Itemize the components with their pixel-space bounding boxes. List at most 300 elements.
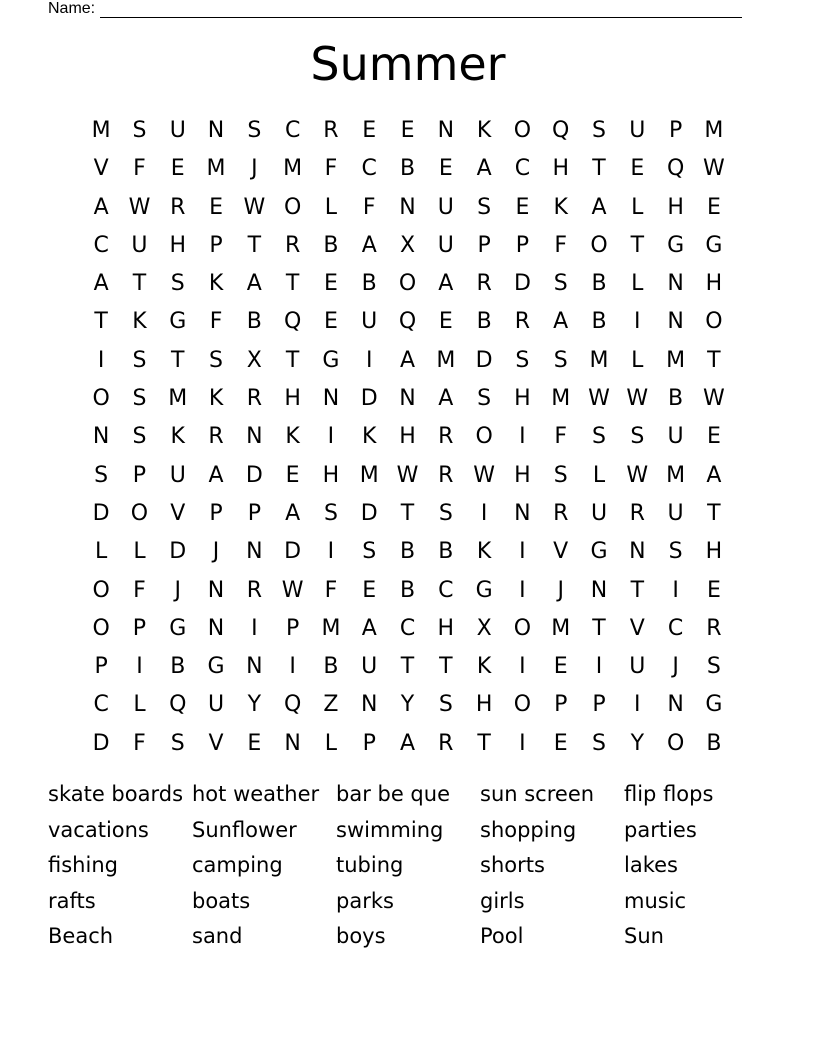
grid-letter: O	[513, 118, 532, 143]
grid-letter: S	[630, 424, 645, 450]
grid-letter: N	[207, 615, 225, 641]
grid-letter: S	[553, 462, 568, 488]
grid-letter: Q	[398, 309, 417, 335]
grid-letter: E	[553, 654, 568, 680]
grid-letter: P	[247, 500, 261, 526]
word-bank-item: parks	[336, 888, 394, 913]
grid-letter: F	[554, 232, 568, 258]
grid-letter: W	[703, 156, 725, 182]
grid-letter: O	[130, 500, 149, 526]
grid-letter: I	[480, 500, 488, 526]
grid-letter: I	[365, 347, 373, 373]
grid-letter: E	[170, 156, 185, 182]
grid-letter: Y	[247, 692, 262, 718]
grid-letter: O	[92, 386, 110, 412]
grid-letter: P	[132, 462, 147, 488]
grid-letter: S	[323, 500, 338, 526]
grid-letter: S	[477, 194, 492, 220]
grid-letter: R	[553, 500, 569, 526]
grid-letter: S	[209, 347, 224, 373]
grid-letter: I	[634, 309, 641, 335]
grid-letter: K	[208, 271, 224, 297]
grid-letter: T	[592, 615, 606, 641]
grid-letter: J	[251, 156, 258, 182]
grid-letter: A	[399, 347, 416, 373]
grid-letter: M	[666, 347, 686, 373]
grid-letter: W	[243, 194, 266, 220]
grid-letter: P	[477, 232, 491, 258]
grid-letter: I	[672, 577, 679, 603]
grid-letter: S	[132, 386, 147, 412]
grid-letter: S	[477, 386, 492, 412]
grid-letter: D	[245, 462, 263, 488]
grid-letter: R	[284, 232, 301, 258]
grid-letter: M	[321, 615, 341, 641]
grid-letter: N	[360, 692, 378, 718]
grid-letter: L	[324, 194, 338, 220]
grid-letter: T	[592, 156, 606, 182]
grid-letter: C	[284, 118, 301, 143]
grid-letter: L	[324, 730, 338, 756]
grid-letter: S	[170, 730, 185, 756]
word-bank-item: boats	[192, 888, 251, 913]
grid-letter: P	[515, 232, 530, 258]
grid-letter: P	[209, 500, 223, 526]
word-bank-item: shopping	[480, 817, 577, 842]
grid-letter: I	[136, 654, 143, 680]
grid-letter: B	[246, 309, 262, 335]
grid-letter: A	[246, 271, 262, 297]
grid-letter: B	[706, 730, 722, 756]
grid-letter: L	[95, 539, 108, 565]
grid-letter: F	[133, 577, 146, 603]
letter-grid	[82, 112, 733, 763]
grid-letter: T	[630, 577, 645, 603]
grid-letter: D	[513, 271, 531, 297]
grid-letter: P	[554, 692, 568, 718]
grid-letter: O	[666, 730, 685, 756]
grid-letter: F	[362, 194, 376, 220]
grid-letter: B	[668, 386, 684, 412]
grid-letter: S	[592, 424, 606, 450]
grid-letter: Y	[630, 730, 645, 756]
puzzle-title: Summer	[310, 37, 506, 91]
grid-letter: N	[399, 386, 416, 412]
grid-letter: T	[247, 232, 262, 258]
grid-letter: I	[251, 615, 258, 641]
grid-letter: B	[361, 271, 377, 297]
grid-letter: B	[591, 309, 607, 335]
grid-letter: R	[438, 462, 454, 488]
word-bank-item: boys	[336, 924, 386, 949]
word-bank-item: vacations	[48, 817, 149, 842]
grid-letter: S	[170, 271, 185, 297]
grid-letter: C	[399, 615, 416, 641]
grid-letter: M	[91, 118, 111, 143]
grid-letter: K	[362, 424, 377, 450]
grid-letter: M	[168, 386, 188, 412]
grid-letter: N	[514, 500, 531, 526]
grid-letter: H	[437, 615, 455, 641]
grid-letter: V	[208, 730, 224, 756]
grid-letter: M	[551, 386, 571, 412]
grid-letter: X	[246, 347, 262, 373]
grid-letter: I	[519, 654, 526, 680]
grid-letter: S	[515, 347, 530, 373]
grid-letter: M	[666, 462, 686, 488]
word-bank-item: sand	[192, 924, 243, 949]
grid-letter: E	[630, 156, 645, 182]
grid-letter: T	[132, 271, 147, 297]
grid-letter: S	[553, 271, 568, 297]
grid-letter: I	[595, 654, 603, 680]
grid-letter: H	[514, 386, 531, 412]
grid-letter: C	[438, 577, 454, 603]
grid-letter: D	[475, 347, 493, 373]
grid-letter: G	[322, 347, 340, 373]
grid-letter: S	[592, 118, 606, 143]
word-bank-item: flip flops	[624, 782, 714, 806]
grid-letter: R	[246, 577, 262, 603]
grid-letter: J	[557, 577, 564, 603]
grid-letter: X	[399, 232, 416, 258]
grid-letter: D	[360, 500, 378, 526]
grid-letter: I	[289, 654, 296, 680]
grid-letter: C	[667, 615, 684, 641]
grid-letter: R	[514, 309, 531, 335]
grid-letter: O	[705, 309, 723, 335]
grid-letter: U	[169, 118, 186, 143]
grid-letter: M	[206, 156, 226, 182]
grid-letter: H	[667, 194, 684, 220]
grid-letter: P	[94, 654, 108, 680]
grid-letter: I	[519, 424, 526, 450]
grid-letter: Q	[283, 692, 302, 718]
word-bank-item: music	[624, 888, 687, 913]
word-bank-item: camping	[192, 853, 283, 878]
grid-letter: G	[169, 615, 187, 641]
grid-letter: U	[437, 232, 454, 258]
grid-letter: T	[707, 347, 721, 373]
grid-letter: I	[519, 539, 526, 565]
grid-letter: O	[590, 232, 608, 258]
grid-letter: I	[327, 424, 335, 450]
word-bank-item: skate boards	[48, 782, 184, 806]
grid-letter: K	[132, 309, 147, 335]
grid-letter: T	[477, 730, 491, 756]
grid-letter: U	[590, 500, 608, 526]
grid-letter: U	[629, 118, 646, 143]
word-bank-item: swimming	[336, 817, 444, 842]
grid-letter: G	[475, 577, 493, 603]
grid-letter: A	[399, 730, 416, 756]
grid-letter: A	[93, 194, 109, 220]
word-bank-item: hot weather	[192, 782, 320, 806]
grid-letter: V	[170, 500, 186, 526]
grid-letter: U	[667, 424, 684, 450]
grid-letter: L	[133, 692, 146, 718]
word-bank-item: shorts	[480, 853, 545, 878]
grid-letter: K	[476, 118, 492, 143]
grid-letter: S	[132, 347, 147, 373]
grid-letter: H	[475, 692, 493, 718]
grid-letter: M	[589, 347, 609, 373]
grid-letter: H	[705, 271, 723, 297]
grid-letter: A	[361, 232, 377, 258]
grid-letter: K	[208, 386, 224, 412]
grid-letter: O	[513, 615, 532, 641]
grid-letter: O	[92, 615, 110, 641]
grid-letter: S	[438, 500, 453, 526]
grid-letter: R	[438, 424, 454, 450]
grid-letter: D	[360, 386, 378, 412]
grid-letter: E	[515, 194, 530, 220]
grid-letter: G	[590, 539, 608, 565]
grid-letter: E	[285, 462, 300, 488]
word-bank-item: Pool	[480, 924, 524, 949]
grid-letter: K	[476, 539, 492, 565]
grid-letter: W	[626, 386, 649, 412]
grid-letter: A	[438, 386, 454, 412]
grid-letter: E	[706, 577, 721, 603]
grid-letter: N	[590, 577, 608, 603]
grid-letter: U	[667, 500, 684, 526]
grid-letter: P	[362, 730, 376, 756]
grid-letter: N	[207, 118, 225, 143]
grid-letter: F	[133, 156, 146, 182]
grid-letter: D	[92, 730, 110, 756]
word-bank-item: sun screen	[480, 782, 595, 806]
grid-letter: N	[667, 309, 684, 335]
grid-letter: E	[706, 194, 721, 220]
grid-letter: U	[437, 194, 454, 220]
grid-letter: R	[170, 194, 186, 220]
word-bank-item: bar be que	[336, 782, 450, 806]
grid-letter: E	[323, 309, 338, 335]
grid-letter: K	[285, 424, 300, 450]
grid-letter: N	[437, 118, 455, 143]
grid-letter: G	[705, 692, 723, 718]
grid-letter: P	[668, 118, 683, 143]
grid-letter: F	[209, 309, 223, 335]
word-bank	[48, 777, 768, 955]
grid-letter: H	[322, 462, 340, 488]
grid-letter: L	[133, 539, 146, 565]
grid-letter: J	[212, 539, 220, 565]
grid-letter: L	[631, 271, 644, 297]
grid-letter: E	[706, 424, 721, 450]
grid-letter: N	[629, 539, 646, 565]
grid-letter: T	[171, 347, 185, 373]
word-bank-item: tubing	[336, 853, 404, 878]
grid-letter: F	[554, 424, 568, 450]
grid-letter: V	[553, 539, 569, 565]
grid-letter: S	[438, 692, 453, 718]
grid-letter: I	[519, 730, 526, 756]
grid-letter: T	[400, 654, 415, 680]
grid-letter: A	[591, 194, 607, 220]
grid-letter: O	[92, 577, 110, 603]
grid-letter: Z	[323, 692, 339, 718]
grid-letter: T	[285, 271, 300, 297]
word-bank-item: lakes	[624, 853, 678, 878]
grid-letter: S	[706, 654, 721, 680]
grid-letter: R	[246, 386, 262, 412]
grid-letter: T	[285, 347, 300, 373]
grid-letter: H	[169, 232, 187, 258]
grid-letter: B	[170, 654, 186, 680]
grid-letter: F	[324, 577, 338, 603]
grid-letter: N	[246, 654, 263, 680]
grid-letter: E	[209, 194, 223, 220]
grid-letter: Q	[666, 156, 685, 182]
grid-letter: R	[323, 118, 339, 143]
grid-letter: A	[553, 309, 569, 335]
grid-letter: G	[169, 309, 187, 335]
grid-letter: N	[207, 577, 225, 603]
grid-letter: A	[285, 500, 301, 526]
grid-letter: I	[634, 692, 641, 718]
grid-letter: G	[207, 654, 225, 680]
grid-letter: B	[399, 539, 416, 565]
word-bank-item: parties	[624, 817, 697, 842]
grid-letter: Q	[169, 692, 187, 718]
grid-letter: U	[629, 654, 646, 680]
grid-letter: O	[398, 271, 417, 297]
grid-letter: N	[322, 386, 340, 412]
grid-letter: E	[400, 118, 415, 143]
grid-letter: U	[361, 654, 378, 680]
grid-letter: H	[705, 539, 723, 565]
grid-letter: C	[93, 232, 109, 258]
grid-letter: L	[592, 462, 606, 488]
grid-letter: R	[208, 424, 224, 450]
grid-letter: K	[553, 194, 568, 220]
grid-letter: N	[667, 692, 684, 718]
grid-letter: C	[361, 156, 377, 182]
grid-letter: T	[94, 309, 108, 335]
grid-letter: A	[361, 615, 377, 641]
word-bank-item: rafts	[48, 888, 96, 913]
grid-letter: B	[438, 539, 454, 565]
grid-letter: A	[93, 271, 109, 297]
grid-letter: M	[436, 347, 456, 373]
grid-letter: G	[705, 232, 723, 258]
word-bank-item: Beach	[48, 924, 114, 949]
grid-letter: L	[631, 347, 644, 373]
grid-letter: I	[97, 347, 105, 373]
grid-letter: O	[475, 424, 493, 450]
grid-letter: T	[439, 654, 453, 680]
grid-letter: P	[285, 615, 300, 641]
grid-letter: S	[247, 118, 262, 143]
grid-letter: S	[553, 347, 568, 373]
grid-letter: S	[94, 462, 109, 488]
grid-letter: E	[362, 118, 377, 143]
grid-letter: L	[631, 194, 644, 220]
grid-letter: S	[592, 730, 606, 756]
grid-letter: B	[323, 654, 339, 680]
grid-letter: U	[207, 692, 225, 718]
grid-letter: H	[552, 156, 569, 182]
grid-letter: D	[284, 539, 302, 565]
grid-letter: T	[707, 500, 721, 526]
word-bank-item: girls	[480, 888, 525, 913]
grid-letter: P	[132, 615, 147, 641]
grid-letter: W	[588, 386, 610, 412]
grid-letter: N	[246, 424, 263, 450]
grid-letter: F	[324, 156, 338, 182]
grid-letter: D	[92, 500, 110, 526]
grid-letter: H	[284, 386, 301, 412]
grid-letter: R	[706, 615, 722, 641]
grid-letter: Y	[400, 692, 415, 718]
grid-letter: B	[476, 309, 492, 335]
grid-letter: N	[667, 271, 684, 297]
grid-letter: U	[169, 462, 186, 488]
grid-letter: I	[327, 539, 335, 565]
grid-letter: N	[246, 539, 263, 565]
grid-letter: Q	[283, 309, 302, 335]
grid-letter: W	[128, 194, 151, 220]
grid-letter: B	[591, 271, 607, 297]
grid-letter: E	[247, 730, 262, 756]
grid-letter: W	[626, 462, 649, 488]
grid-letter: U	[131, 232, 148, 258]
grid-letter: B	[323, 232, 339, 258]
grid-letter: N	[92, 424, 110, 450]
grid-letter: V	[93, 156, 109, 182]
grid-letter: V	[629, 615, 645, 641]
grid-letter: X	[476, 615, 492, 641]
grid-letter: S	[132, 118, 147, 143]
grid-letter: B	[399, 577, 416, 603]
grid-letter: H	[514, 462, 531, 488]
grid-letter: K	[170, 424, 185, 450]
grid-letter: G	[667, 232, 685, 258]
grid-letter: J	[672, 654, 679, 680]
grid-letter: S	[668, 539, 683, 565]
grid-letter: W	[473, 462, 495, 488]
grid-letter: S	[362, 539, 377, 565]
grid-letter: C	[514, 156, 531, 182]
name-label: Name:	[48, 0, 96, 17]
grid-letter: T	[400, 500, 415, 526]
grid-letter: J	[174, 577, 181, 603]
grid-letter: A	[438, 271, 454, 297]
grid-letter: B	[399, 156, 416, 182]
grid-letter: W	[281, 577, 304, 603]
grid-letter: D	[169, 539, 187, 565]
grid-letter: A	[476, 156, 492, 182]
grid-letter: S	[132, 424, 147, 450]
grid-letter: K	[476, 654, 492, 680]
grid-letter: O	[513, 692, 532, 718]
grid-letter: E	[438, 309, 453, 335]
grid-letter: T	[630, 232, 645, 258]
grid-letter: M	[704, 118, 724, 143]
grid-letter: A	[208, 462, 224, 488]
grid-letter: F	[133, 730, 146, 756]
grid-letter: P	[592, 692, 606, 718]
grid-letter: M	[283, 156, 303, 182]
grid-letter: N	[284, 730, 301, 756]
grid-letter: W	[396, 462, 419, 488]
grid-letter: R	[438, 730, 454, 756]
grid-letter: R	[476, 271, 492, 297]
grid-letter: E	[362, 577, 377, 603]
name-field-row	[48, 0, 742, 18]
